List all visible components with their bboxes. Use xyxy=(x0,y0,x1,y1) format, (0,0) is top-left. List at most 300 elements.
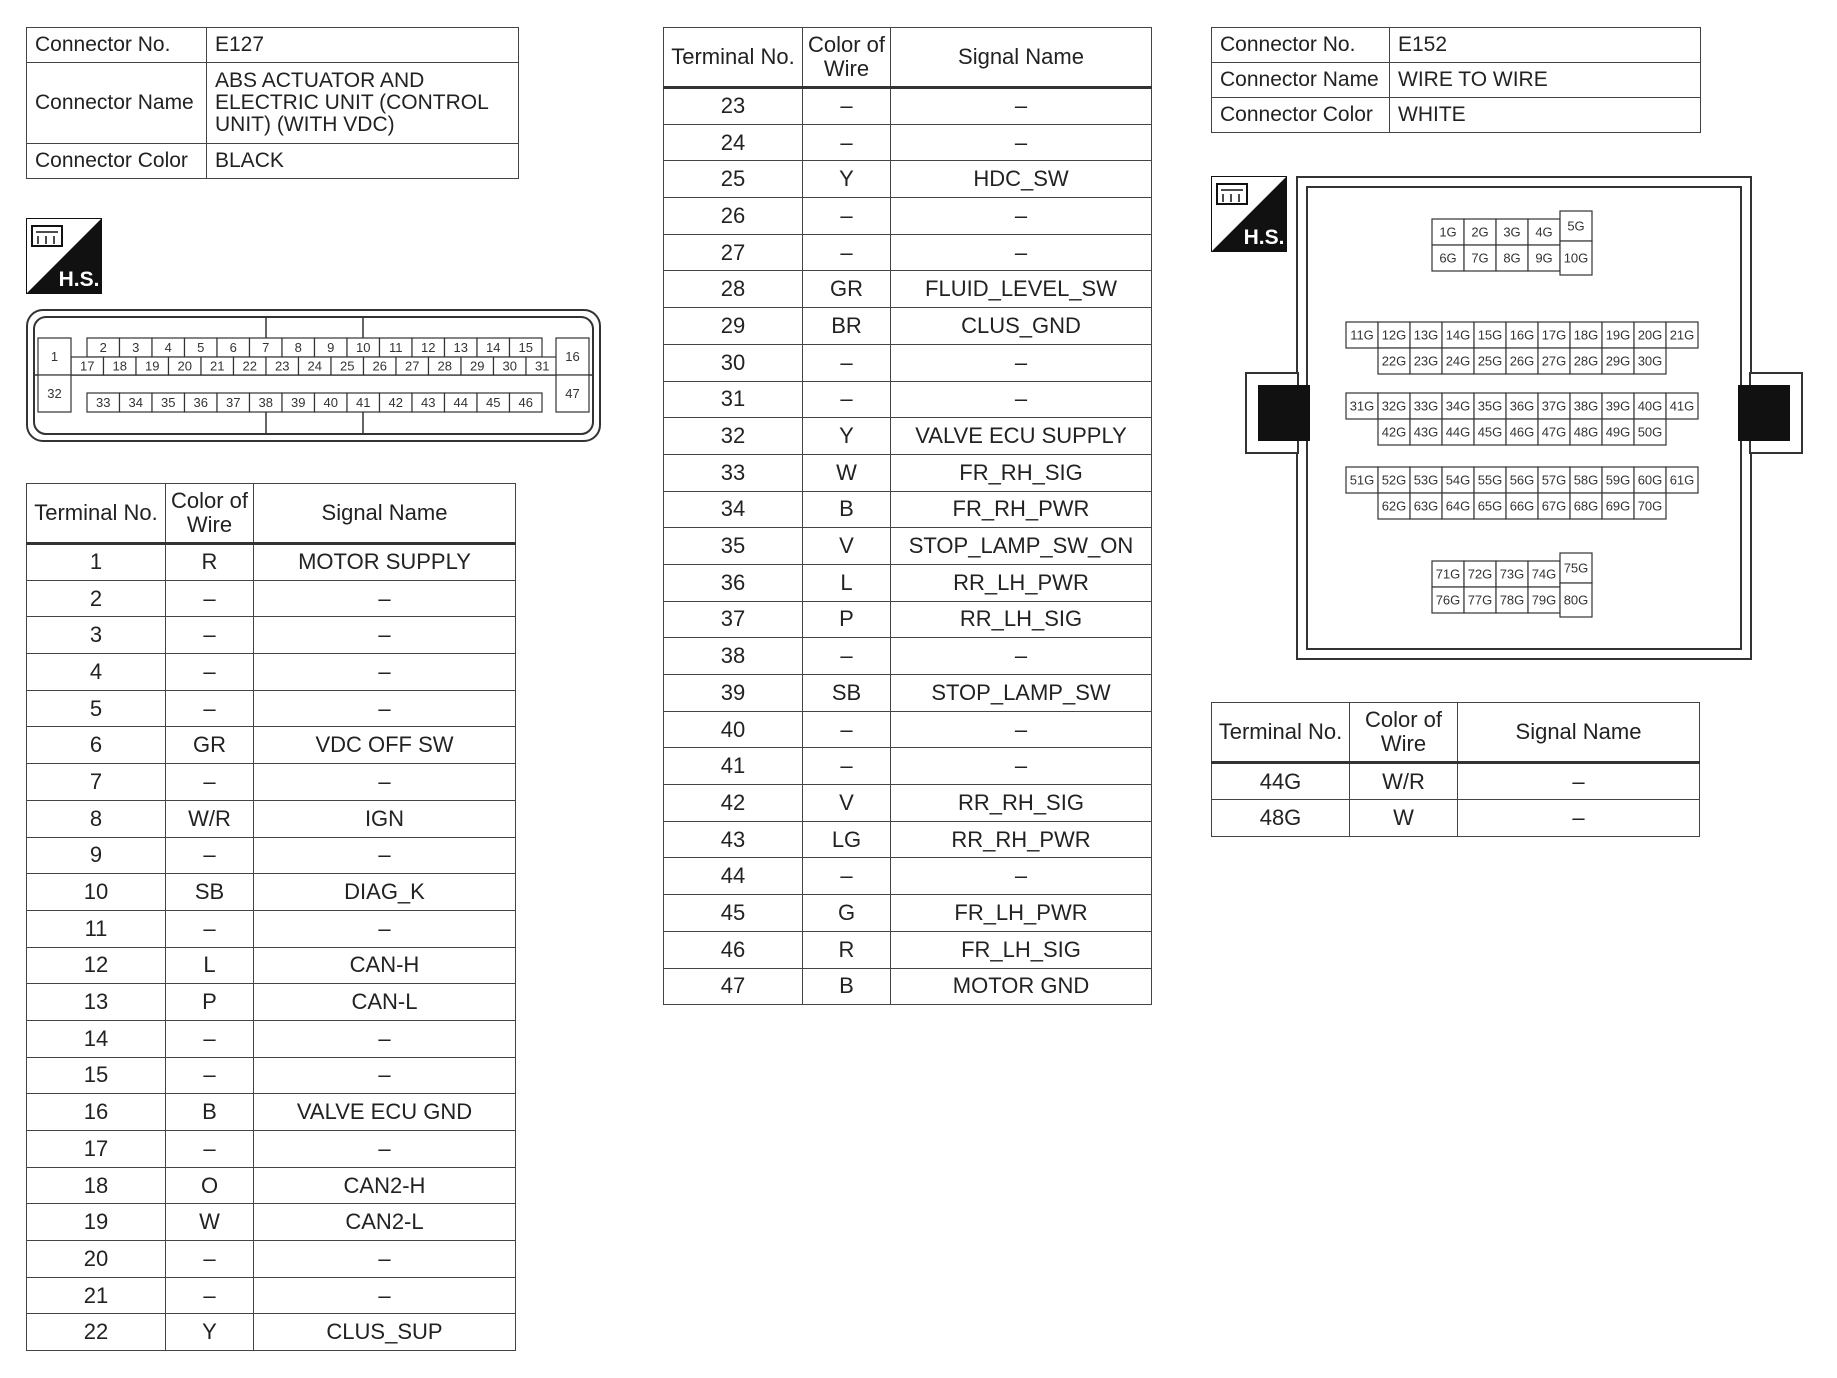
signal-name-cell: – xyxy=(891,124,1152,161)
terminal-no-cell: 12 xyxy=(27,947,166,984)
pin-number: 40 xyxy=(323,395,338,411)
terminal-no-cell: 25 xyxy=(664,161,803,198)
table-row xyxy=(664,931,1152,968)
signal-name-cell: RR_RH_SIG xyxy=(891,785,1152,822)
wire-color-cell: – xyxy=(803,858,891,895)
terminal-no-cell: 10 xyxy=(27,874,166,911)
pin-number: 17 xyxy=(80,358,95,374)
pin-number: 4 xyxy=(164,340,172,356)
pin-number: 16G xyxy=(1509,327,1535,343)
table-row xyxy=(664,638,1152,675)
pin-number: 27G xyxy=(1541,353,1567,369)
terminal-no-cell: 37 xyxy=(664,601,803,638)
wire-color-cell: W xyxy=(166,1204,254,1241)
pin-number: 43 xyxy=(421,395,436,411)
pin-number: 47 xyxy=(565,386,580,402)
pin-number: 78G xyxy=(1499,592,1525,608)
pin-number: 41G xyxy=(1669,398,1695,414)
pin-number: 79G xyxy=(1531,592,1557,608)
terminal-no-cell: 18 xyxy=(27,1167,166,1204)
e127-terminal-table-b xyxy=(663,27,1152,1005)
pin-number: 6 xyxy=(229,340,237,356)
table-row xyxy=(664,124,1152,161)
signal-name-cell: – xyxy=(254,764,516,801)
pin-number: 22G xyxy=(1381,353,1407,369)
terminal-no-cell: 29 xyxy=(664,308,803,345)
signal-name-cell: – xyxy=(254,1057,516,1094)
signal-name-cell: – xyxy=(891,88,1152,125)
pin-number: 7G xyxy=(1471,250,1489,266)
table-row xyxy=(27,1314,516,1351)
table-row xyxy=(664,564,1152,601)
table-row xyxy=(664,491,1152,528)
signal-name-cell: – xyxy=(254,617,516,654)
table-row xyxy=(27,654,516,691)
pin-number: 75G xyxy=(1563,560,1589,576)
e127-terminal-table-a xyxy=(26,483,516,1351)
wire-color-cell: BR xyxy=(803,308,891,345)
color-of-wire-header: Color of Wire xyxy=(803,28,891,88)
pin-number: 15 xyxy=(518,340,533,356)
table-row xyxy=(27,1241,516,1278)
table-row xyxy=(27,837,516,874)
pin-number: 62G xyxy=(1381,498,1407,514)
table-row xyxy=(664,454,1152,491)
signal-name-cell: CAN-L xyxy=(254,984,516,1021)
terminal-no-cell: 11 xyxy=(27,910,166,947)
signal-name-header: Signal Name xyxy=(891,28,1152,88)
terminal-no-cell: 22 xyxy=(27,1314,166,1351)
terminal-no-cell: 16 xyxy=(27,1094,166,1131)
terminal-no-cell: 27 xyxy=(664,234,803,271)
wire-color-cell: L xyxy=(803,564,891,601)
signal-name-header: Signal Name xyxy=(254,484,516,544)
terminal-no-cell: 35 xyxy=(664,528,803,565)
table-row xyxy=(664,381,1152,418)
pin-number: 64G xyxy=(1445,498,1471,514)
pin-number: 17G xyxy=(1541,327,1567,343)
pin-number: 2 xyxy=(99,340,107,356)
connector-name: ABS ACTUATOR AND ELECTRIC UNIT (CONTROL UNIT) (WITH VDC) xyxy=(207,63,519,144)
table-row xyxy=(27,1131,516,1168)
pin-number: 67G xyxy=(1541,498,1567,514)
signal-name-cell: – xyxy=(254,837,516,874)
terminal-no-cell: 31 xyxy=(664,381,803,418)
table-row xyxy=(664,528,1152,565)
wire-color-cell: V xyxy=(803,785,891,822)
signal-name-cell: CAN2-H xyxy=(254,1167,516,1204)
pin-number: 10 xyxy=(356,340,371,356)
pin-number: 31G xyxy=(1349,398,1375,414)
terminal-no-cell: 48G xyxy=(1212,800,1350,837)
pin-number: 8 xyxy=(294,340,302,356)
pin-number: 33 xyxy=(96,395,111,411)
pin-number: 63G xyxy=(1413,498,1439,514)
e152-connector-face xyxy=(1244,175,1804,665)
info-row xyxy=(27,28,519,63)
terminal-no-cell: 15 xyxy=(27,1057,166,1094)
pin-number: 69G xyxy=(1605,498,1631,514)
table-row xyxy=(27,690,516,727)
table-row xyxy=(27,764,516,801)
pin-number: 37 xyxy=(226,395,241,411)
wire-color-cell: GR xyxy=(166,727,254,764)
pin-number: 9 xyxy=(327,340,335,356)
harness-side-icon xyxy=(26,218,102,294)
table-row xyxy=(27,874,516,911)
pin-number: 29G xyxy=(1605,353,1631,369)
pin-number: 34G xyxy=(1445,398,1471,414)
wire-color-cell: – xyxy=(803,88,891,125)
pin-number: 19 xyxy=(145,358,160,374)
terminal-no-cell: 39 xyxy=(664,675,803,712)
pin-number: 73G xyxy=(1499,566,1525,582)
signal-name-cell: VDC OFF SW xyxy=(254,727,516,764)
table-row xyxy=(664,308,1152,345)
info-label: Connector No. xyxy=(27,28,207,63)
wire-color-cell: – xyxy=(803,748,891,785)
wire-color-cell: W/R xyxy=(166,800,254,837)
wire-color-cell: – xyxy=(166,1131,254,1168)
signal-name-cell: DIAG_K xyxy=(254,874,516,911)
pin-number: 39 xyxy=(291,395,306,411)
signal-name-cell: – xyxy=(1458,763,1700,800)
table-row xyxy=(27,580,516,617)
signal-name-cell: – xyxy=(891,381,1152,418)
terminal-no-cell: 7 xyxy=(27,764,166,801)
pin-number: 46 xyxy=(518,395,533,411)
terminal-no-cell: 20 xyxy=(27,1241,166,1278)
info-row xyxy=(1212,98,1701,133)
pin-number: 29 xyxy=(470,358,485,374)
table-row xyxy=(664,675,1152,712)
table-row xyxy=(27,1204,516,1241)
pin-number: 43G xyxy=(1413,424,1439,440)
color-of-wire-header: Color of Wire xyxy=(1350,703,1458,763)
pin-number: 74G xyxy=(1531,566,1557,582)
pin-number: 22 xyxy=(242,358,257,374)
table-row xyxy=(664,161,1152,198)
pin-number: 54G xyxy=(1445,472,1471,488)
table-row xyxy=(27,1167,516,1204)
e152-info-table xyxy=(1211,27,1701,133)
table-row xyxy=(664,234,1152,271)
wire-color-cell: R xyxy=(166,544,254,581)
terminal-no-cell: 43 xyxy=(664,821,803,858)
table-row xyxy=(27,800,516,837)
pin-number: 11 xyxy=(389,340,403,356)
signal-name-cell: CAN2-L xyxy=(254,1204,516,1241)
pin-number: 5G xyxy=(1567,218,1585,234)
table-header xyxy=(27,484,516,544)
pin-number: 18 xyxy=(112,358,127,374)
wire-color-cell: W/R xyxy=(1350,763,1458,800)
pin-number: 45 xyxy=(486,395,501,411)
connector-no: E152 xyxy=(1390,28,1701,63)
latch-right xyxy=(1738,385,1790,441)
color-of-wire-header: Color of Wire xyxy=(166,484,254,544)
wire-color-cell: – xyxy=(803,198,891,235)
wire-color-cell: – xyxy=(803,638,891,675)
pin-number: 55G xyxy=(1477,472,1503,488)
wire-color-cell: L xyxy=(166,947,254,984)
terminal-no-cell: 41 xyxy=(664,748,803,785)
signal-name-cell: – xyxy=(254,1131,516,1168)
terminal-no-cell: 6 xyxy=(27,727,166,764)
terminal-no-cell: 33 xyxy=(664,454,803,491)
terminal-no-cell: 9 xyxy=(27,837,166,874)
pin-number: 68G xyxy=(1573,498,1599,514)
wire-color-cell: O xyxy=(166,1167,254,1204)
pin-number: 52G xyxy=(1381,472,1407,488)
table-row xyxy=(664,968,1152,1005)
terminal-no-cell: 40 xyxy=(664,711,803,748)
wire-color-cell: GR xyxy=(803,271,891,308)
terminal-no-cell: 30 xyxy=(664,344,803,381)
terminal-no-cell: 32 xyxy=(664,418,803,455)
table-row xyxy=(27,544,516,581)
info-row xyxy=(1212,28,1701,63)
signal-name-cell: – xyxy=(891,234,1152,271)
wire-color-cell: V xyxy=(803,528,891,565)
pin-number: 40G xyxy=(1637,398,1663,414)
terminal-no-cell: 13 xyxy=(27,984,166,1021)
terminal-no-cell: 42 xyxy=(664,785,803,822)
wire-color-cell: – xyxy=(166,1057,254,1094)
signal-name-cell: FR_RH_SIG xyxy=(891,454,1152,491)
info-label: Connector Color xyxy=(27,144,207,179)
wire-color-cell: – xyxy=(803,381,891,418)
pin-number: 10G xyxy=(1563,250,1589,266)
pin-number: 20 xyxy=(177,358,192,374)
pin-number: 70G xyxy=(1637,498,1663,514)
pin-number: 47G xyxy=(1541,424,1567,440)
wire-color-cell: P xyxy=(166,984,254,1021)
pin-number: 51G xyxy=(1349,472,1375,488)
pin-number: 34 xyxy=(128,395,143,411)
pin-number: 4G xyxy=(1535,224,1553,240)
terminal-no-cell: 36 xyxy=(664,564,803,601)
pin-number: 60G xyxy=(1637,472,1663,488)
connector-no: E127 xyxy=(207,28,519,63)
signal-name-cell: VALVE ECU GND xyxy=(254,1094,516,1131)
pin-number: 8G xyxy=(1503,250,1521,266)
signal-name-cell: – xyxy=(891,748,1152,785)
pin-number: 56G xyxy=(1509,472,1535,488)
table-row xyxy=(664,748,1152,785)
info-label: Connector Name xyxy=(1212,63,1390,98)
pin-number: 77G xyxy=(1467,592,1493,608)
pin-number: 1 xyxy=(50,349,59,365)
pin-number: 30 xyxy=(502,358,517,374)
pin-number: 23 xyxy=(275,358,290,374)
pin-number: 3G xyxy=(1503,224,1521,240)
wire-color-cell: – xyxy=(166,1277,254,1314)
pin-number: 23G xyxy=(1413,353,1439,369)
pin-number: 53G xyxy=(1413,472,1439,488)
signal-name-cell: FLUID_LEVEL_SW xyxy=(891,271,1152,308)
pin-number: 24 xyxy=(307,358,322,374)
pin-number: 42G xyxy=(1381,424,1407,440)
pin-number: 45G xyxy=(1477,424,1503,440)
latch-left xyxy=(1258,385,1310,441)
e127-info-table xyxy=(26,27,519,179)
pin-number: 36G xyxy=(1509,398,1535,414)
terminal-no-header: Terminal No. xyxy=(27,484,166,544)
info-label: Connector Color xyxy=(1212,98,1390,133)
pin-number: 58G xyxy=(1573,472,1599,488)
wire-color-cell: R xyxy=(803,931,891,968)
table-row xyxy=(664,344,1152,381)
terminal-no-cell: 44G xyxy=(1212,763,1350,800)
table-row xyxy=(27,1277,516,1314)
table-row xyxy=(27,910,516,947)
pin-number: 21 xyxy=(210,358,225,374)
signal-name-cell: FR_LH_SIG xyxy=(891,931,1152,968)
signal-name-cell: MOTOR GND xyxy=(891,968,1152,1005)
pin-number: 30G xyxy=(1637,353,1663,369)
terminal-no-cell: 47 xyxy=(664,968,803,1005)
wire-color-cell: G xyxy=(803,895,891,932)
pin-number: 35G xyxy=(1477,398,1503,414)
pin-number: 13G xyxy=(1413,327,1439,343)
pin-number: 28G xyxy=(1573,353,1599,369)
signal-name-cell: – xyxy=(254,1241,516,1278)
signal-name-cell: VALVE ECU SUPPLY xyxy=(891,418,1152,455)
terminal-no-cell: 4 xyxy=(27,654,166,691)
wire-color-cell: – xyxy=(803,124,891,161)
pin-number: 44G xyxy=(1445,424,1471,440)
pin-number: 12G xyxy=(1381,327,1407,343)
signal-name-cell: FR_LH_PWR xyxy=(891,895,1152,932)
table-row xyxy=(1212,763,1700,800)
wire-color-cell: W xyxy=(803,454,891,491)
info-row xyxy=(27,144,519,179)
table-row xyxy=(664,858,1152,895)
info-row xyxy=(1212,63,1701,98)
terminal-no-cell: 2 xyxy=(27,580,166,617)
pin-number: 21G xyxy=(1669,327,1695,343)
terminal-no-cell: 38 xyxy=(664,638,803,675)
pin-number: 49G xyxy=(1605,424,1631,440)
pin-number: 32G xyxy=(1381,398,1407,414)
pin-number: 38 xyxy=(258,395,273,411)
pin-number: 2G xyxy=(1471,224,1489,240)
signal-name-cell: CAN-H xyxy=(254,947,516,984)
table-header xyxy=(664,28,1152,88)
signal-name-cell: FR_RH_PWR xyxy=(891,491,1152,528)
terminal-no-cell: 44 xyxy=(664,858,803,895)
signal-name-cell: – xyxy=(891,344,1152,381)
pin-number: 50G xyxy=(1637,424,1663,440)
pin-number: 9G xyxy=(1535,250,1553,266)
table-row xyxy=(664,785,1152,822)
pin-number: 3 xyxy=(132,340,140,356)
wire-color-cell: – xyxy=(803,344,891,381)
pin-number: 16 xyxy=(565,349,580,365)
pin-number: 57G xyxy=(1541,472,1567,488)
wire-color-cell: P xyxy=(803,601,891,638)
signal-name-cell: – xyxy=(891,858,1152,895)
table-row xyxy=(27,1020,516,1057)
wire-color-cell: B xyxy=(803,491,891,528)
pin-number: 18G xyxy=(1573,327,1599,343)
wire-color-cell: – xyxy=(166,837,254,874)
signal-name-cell: – xyxy=(254,690,516,727)
signal-name-cell: – xyxy=(254,1020,516,1057)
pin-number: 80G xyxy=(1563,592,1589,608)
pin-number: 25 xyxy=(340,358,355,374)
pin-number: 38G xyxy=(1573,398,1599,414)
signal-name-cell: – xyxy=(891,638,1152,675)
wire-color-cell: SB xyxy=(803,675,891,712)
pin-number: 46G xyxy=(1509,424,1535,440)
terminal-no-cell: 34 xyxy=(664,491,803,528)
hs-label: H.S. xyxy=(58,268,100,291)
table-row xyxy=(664,88,1152,125)
pin-number: 19G xyxy=(1605,327,1631,343)
table-row xyxy=(27,1057,516,1094)
terminal-no-cell: 45 xyxy=(664,895,803,932)
terminal-no-cell: 3 xyxy=(27,617,166,654)
table-row xyxy=(27,1094,516,1131)
signal-name-cell: STOP_LAMP_SW_ON xyxy=(891,528,1152,565)
terminal-no-cell: 26 xyxy=(664,198,803,235)
signal-name-cell: – xyxy=(1458,800,1700,837)
pin-number: 36 xyxy=(193,395,208,411)
terminal-no-cell: 28 xyxy=(664,271,803,308)
wire-color-cell: Y xyxy=(166,1314,254,1351)
pin-number: 31 xyxy=(535,358,550,374)
table-row xyxy=(664,271,1152,308)
table-row xyxy=(664,821,1152,858)
pin-number: 35 xyxy=(161,395,176,411)
pin-number: 39G xyxy=(1605,398,1631,414)
wire-color-cell: – xyxy=(803,234,891,271)
connector-color: BLACK xyxy=(207,144,519,179)
pin-number: 42 xyxy=(388,395,403,411)
wire-color-cell: SB xyxy=(166,874,254,911)
signal-name-cell: HDC_SW xyxy=(891,161,1152,198)
table-row xyxy=(664,601,1152,638)
pin-number: 32 xyxy=(47,386,62,402)
pin-number: 44 xyxy=(453,395,468,411)
pin-number: 76G xyxy=(1435,592,1461,608)
wire-color-cell: B xyxy=(166,1094,254,1131)
pin-number: 24G xyxy=(1445,353,1471,369)
pin-number: 14 xyxy=(486,340,501,356)
signal-name-cell: IGN xyxy=(254,800,516,837)
pin-number: 6G xyxy=(1439,250,1457,266)
signal-name-cell: – xyxy=(891,198,1152,235)
terminal-no-cell: 23 xyxy=(664,88,803,125)
wire-color-cell: – xyxy=(166,764,254,801)
signal-name-cell: CLUS_SUP xyxy=(254,1314,516,1351)
table-row xyxy=(27,617,516,654)
pin-number: 65G xyxy=(1477,498,1503,514)
signal-name-cell: RR_LH_PWR xyxy=(891,564,1152,601)
table-row xyxy=(27,947,516,984)
pin-number: 7 xyxy=(262,340,270,356)
table-header xyxy=(1212,703,1700,763)
pin-number: 1G xyxy=(1439,224,1457,240)
wire-color-cell: – xyxy=(166,690,254,727)
terminal-no-cell: 14 xyxy=(27,1020,166,1057)
terminal-no-cell: 24 xyxy=(664,124,803,161)
wire-color-cell: B xyxy=(803,968,891,1005)
terminal-no-cell: 19 xyxy=(27,1204,166,1241)
table-row xyxy=(664,198,1152,235)
